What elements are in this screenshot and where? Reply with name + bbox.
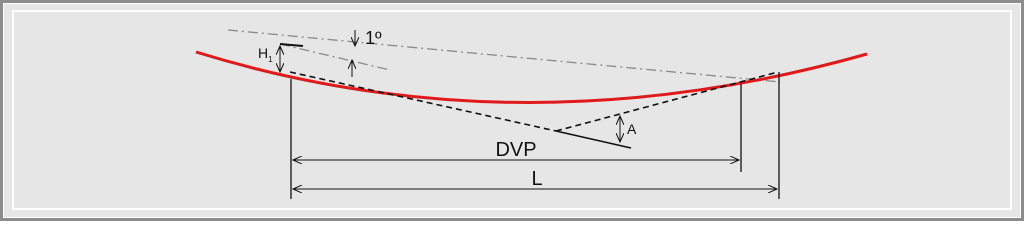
h1-label-main: H <box>258 45 269 61</box>
panel-background <box>4 4 1020 217</box>
angle-a-label: A <box>627 121 637 137</box>
l-label: L <box>531 168 543 190</box>
dvp-label: DVP <box>495 139 537 161</box>
angle-1-label: 1º <box>365 28 382 48</box>
h1-label-sub: 1 <box>268 55 273 64</box>
